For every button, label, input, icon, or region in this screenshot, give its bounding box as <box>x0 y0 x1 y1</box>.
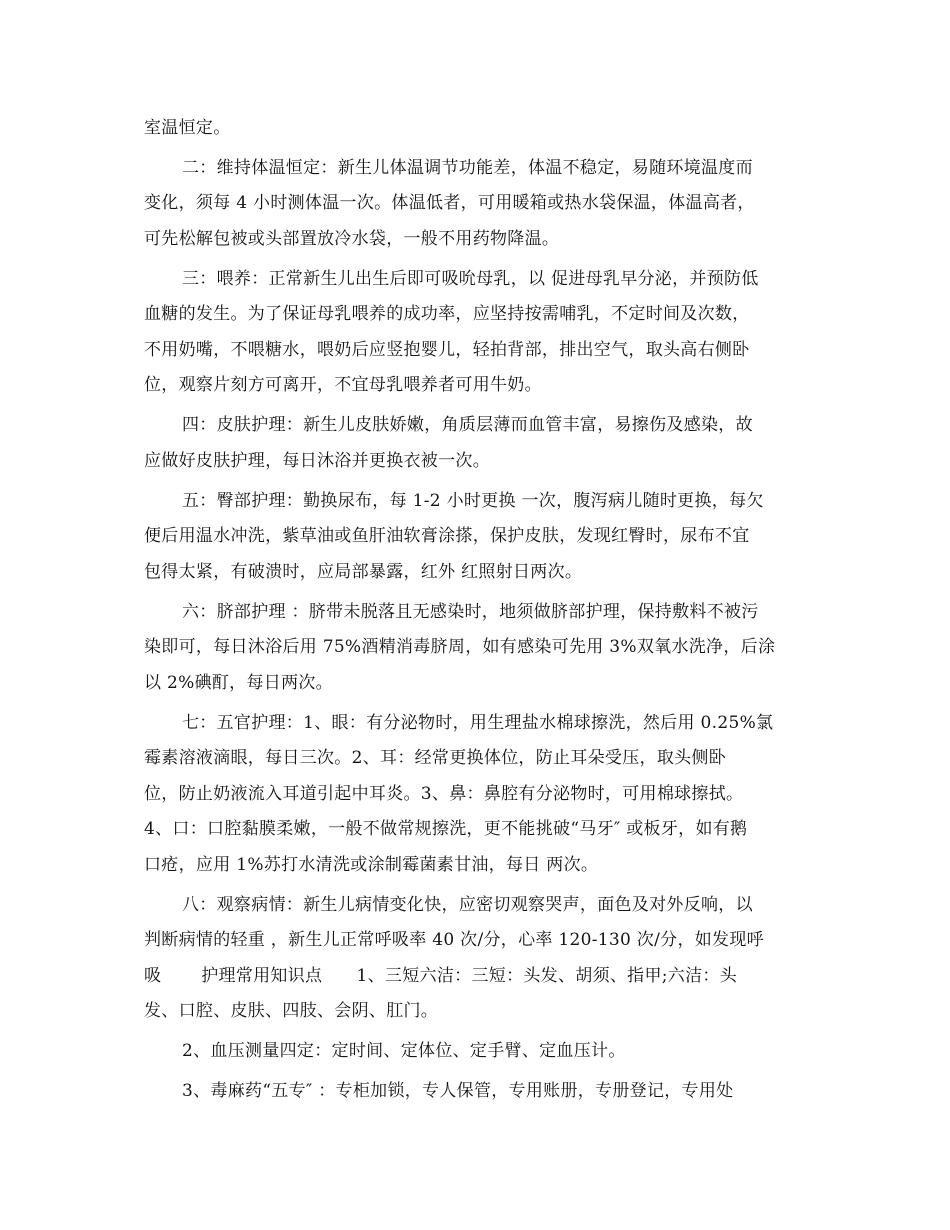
paragraph-4-line: 四：皮肤护理：新生儿皮肤娇嫩，角质层薄而血管丰富，易擦伤及感染，故 <box>182 415 753 435</box>
text-line: 口疮，应用 1%苏打水清洗或涂制霉菌素甘油，每日 两次。 <box>144 855 599 875</box>
text-line: 发、口腔、皮肤、四肢、会阴、肛门。 <box>144 1001 439 1021</box>
text-line: 室温恒定。 <box>144 118 231 138</box>
text-line: 包得太紧，有破溃时，应局部暴露，红外 红照射日两次。 <box>144 562 583 582</box>
paragraph-7-line: 七：五官护理：1、眼：有分泌物时，用生理盐水棉球擦洗，然后用 0.25%氯 <box>182 713 774 733</box>
text-line: 位，防止奶液流入耳道引起中耳炎。3、鼻：鼻腔有分泌物时，可用棉球擦拭。 <box>144 784 744 804</box>
text-line: 位，观察片刻方可离开，不宜母乳喂养者可用牛奶。 <box>144 375 542 395</box>
paragraph-6-line: 六：脐部护理 ：脐带未脱落且无感染时，地须做脐部护理，保持敷料不被污 <box>182 602 759 622</box>
paragraph-2-line: 二：维持体温恒定：新生儿体温调节功能差，体温不稳定，易随环境温度而 <box>182 158 753 178</box>
paragraph-9-line: 2、血压测量四定：定时间、定体位、定手臂、定血压计。 <box>182 1041 626 1061</box>
text-line: 判断病情的轻重 ，新生儿正常呼吸率 40 次/分，心率 120-130 次/分，如发现呼 <box>144 930 764 950</box>
paragraph-3-line: 三：喂养：正常新生儿出生后即可吸吮母乳，以 促进母乳早分泌，并预防低 <box>182 269 759 289</box>
text-line: 4、口：口腔黏膜柔嫩，一般不做常规擦洗，更不能挑破“马牙″ 或板牙，如有鹅 <box>144 819 748 839</box>
text-line: 吸 护理常用知识点 1、三短六洁：三短：头发、胡须、指甲;六洁：头 <box>144 966 737 986</box>
text-line: 不用奶嘴，不喂糖水，喂奶后应竖抱婴儿，轻拍背部，排出空气，取头高右侧卧 <box>144 340 750 360</box>
text-line: 霉素溶液滴眼，每日三次。2、耳：经常更换体位，防止耳朵受压，取头侧卧 <box>144 748 727 768</box>
paragraph-8-line: 八：观察病情：新生儿病情变化快，应密切观察哭声，面色及对外反响，以 <box>182 895 753 915</box>
text-line: 变化，须每 4 小时测体温一次。体温低者，可用暖箱或热水袋保温，体温高者， <box>144 193 755 213</box>
text-line: 便后用温水冲洗，紫草油或鱼肝油软膏涂搽，保护皮肤，发现红臀时，尿布不宜 <box>144 526 750 546</box>
text-line: 可先松解包被或头部置放冷水袋，一般不用药物降温。 <box>144 229 560 249</box>
text-line: 血糖的发生。为了保证母乳喂养的成功率，应坚持按需哺乳，不定时间及次数， <box>144 304 750 324</box>
text-line: 以 2%碘酊，每日两次。 <box>144 673 333 693</box>
text-line: 应做好皮肤护理，每日沐浴并更换衣被一次。 <box>144 451 490 471</box>
text-line: 染即可，每日沐浴后用 75%酒精消毒脐周，如有感染可先用 3%双氧水洗净，后涂 <box>144 637 776 657</box>
paragraph-5-line: 五：臀部护理：勤换尿布，每 1-2 小时更换 一次，腹泻病儿随时更换，每欠 <box>182 491 764 511</box>
paragraph-10-line: 3、毒麻药“五专″ ：专柜加锁，专人保管，专用账册，专册登记，专用处 <box>182 1081 734 1101</box>
